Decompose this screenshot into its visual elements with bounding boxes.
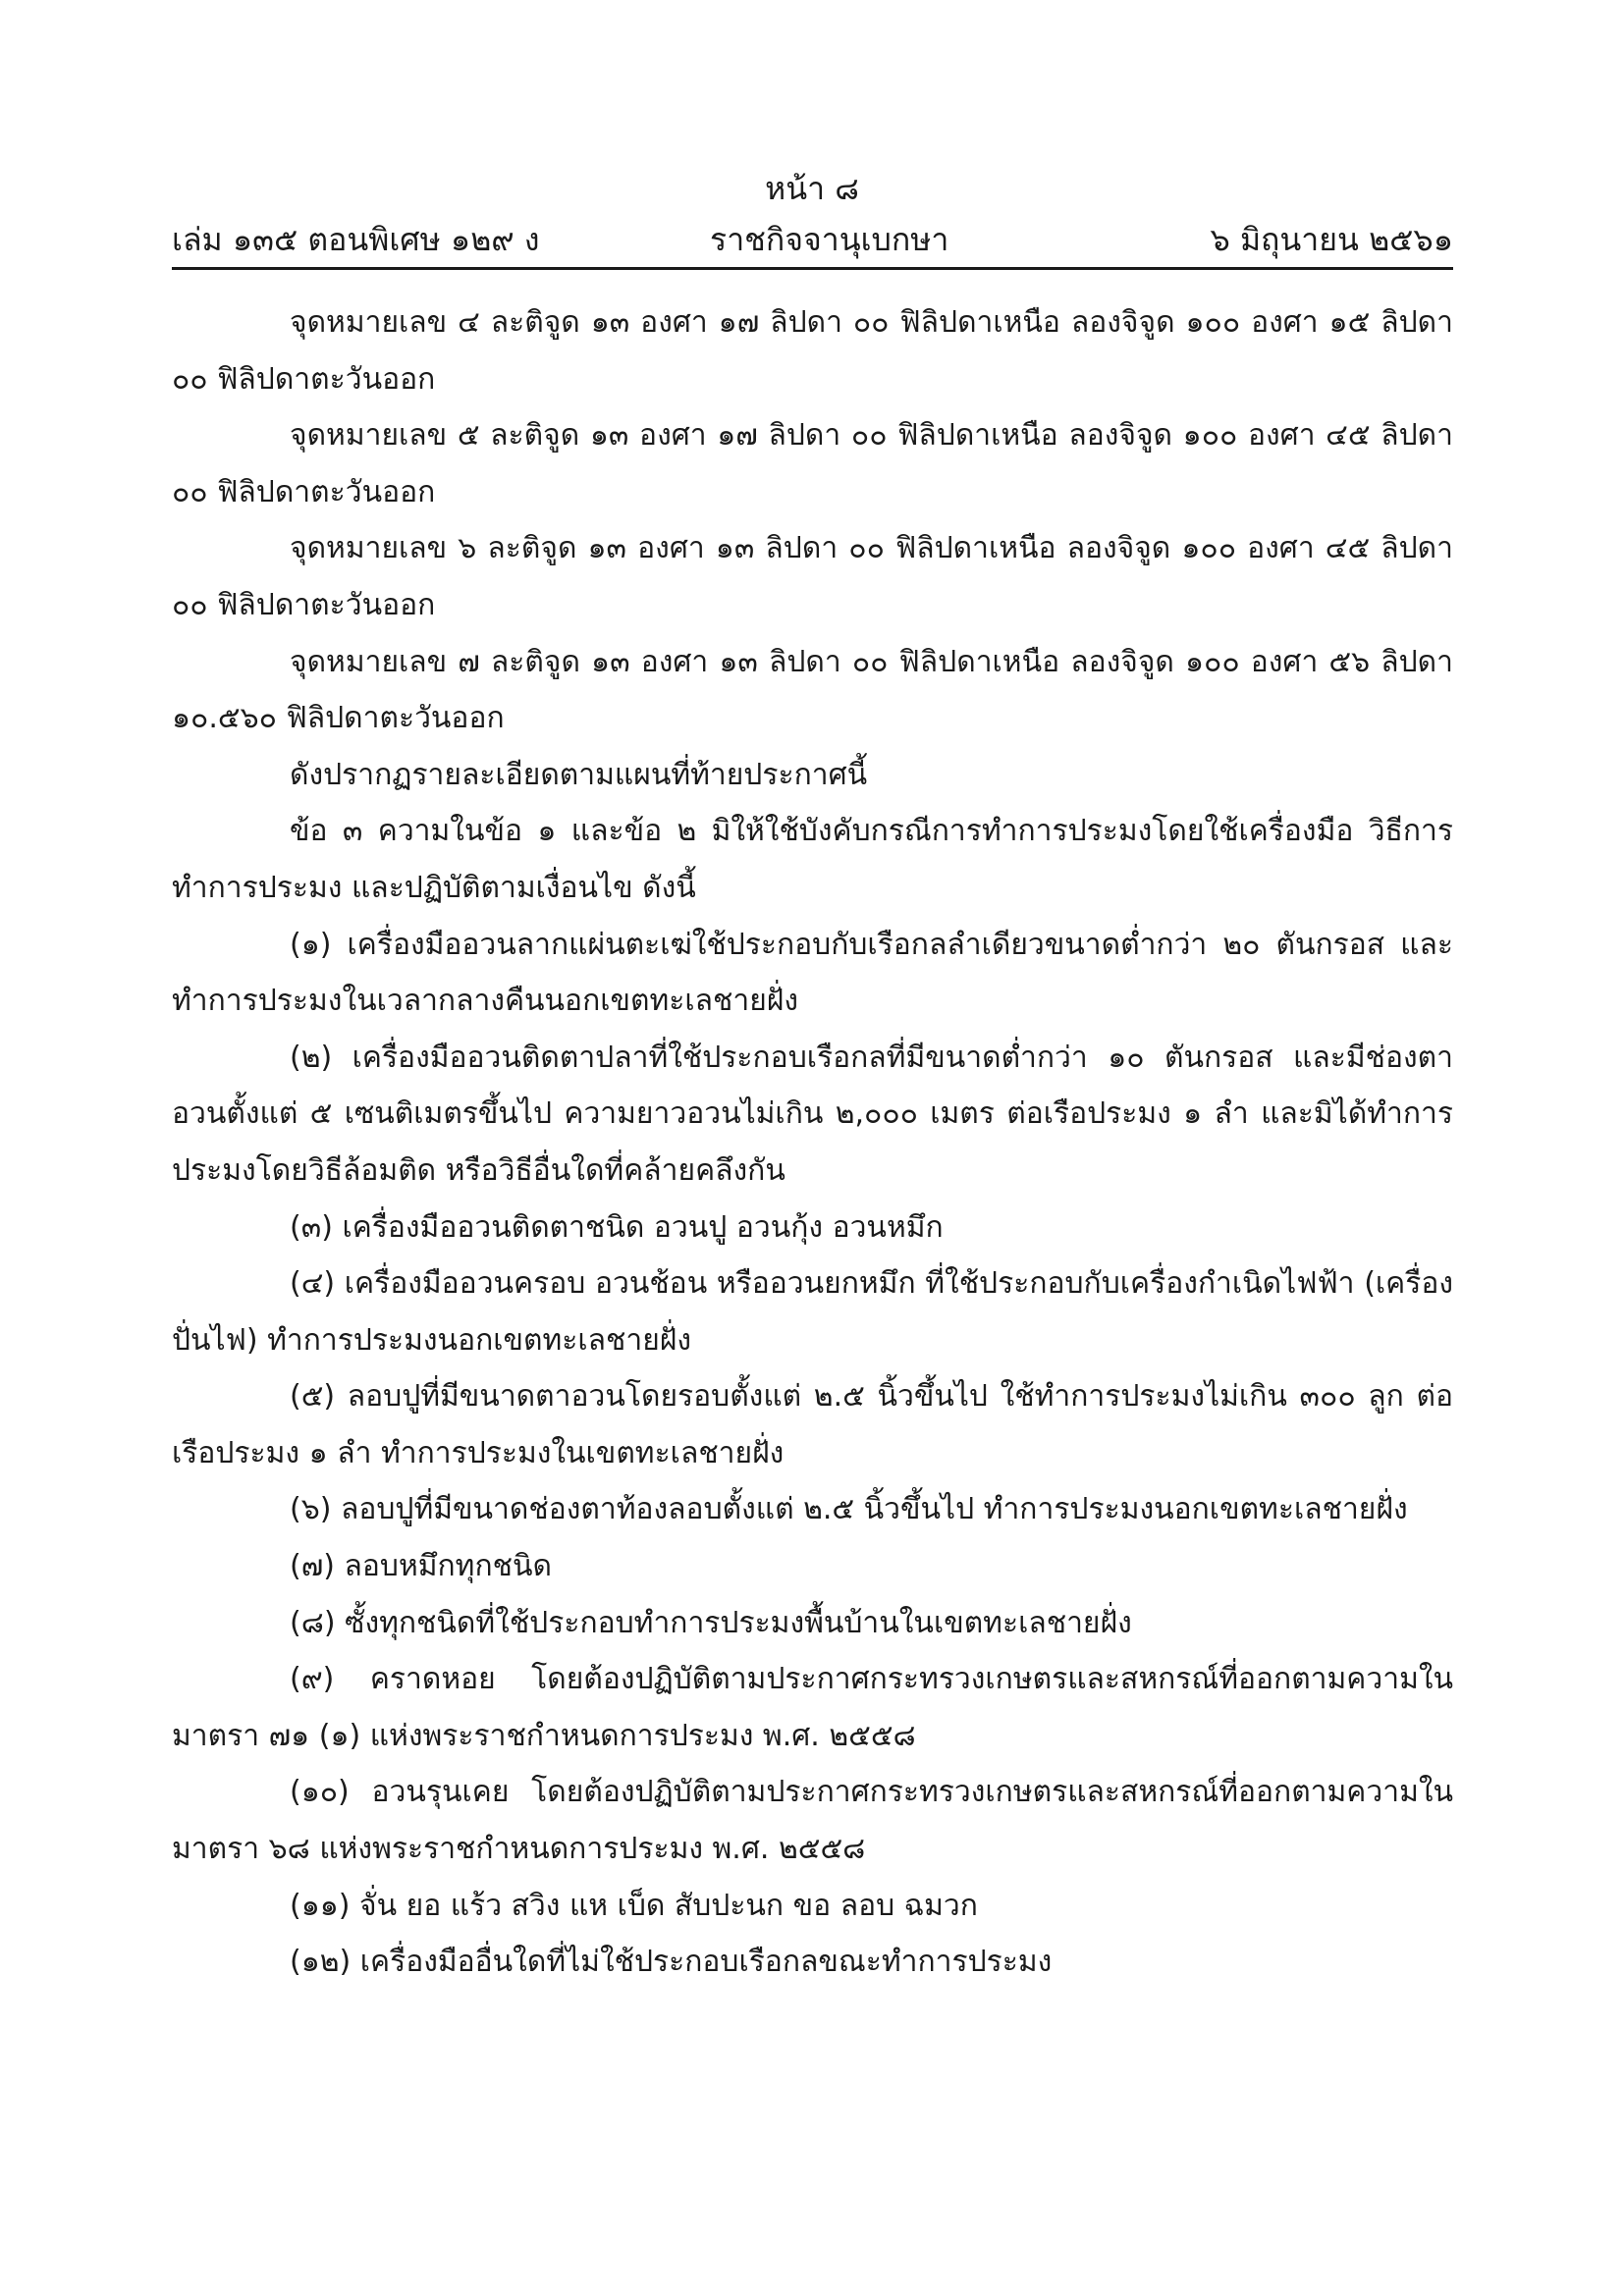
gazette-header — [172, 218, 1453, 261]
list-item-1: (๑) เครื่องมืออวนลากแผ่นตะเฆ่ใช้ประกอบกับเรือกลลำเดียวขนาดต่ำกว่า ๒๐ ตันกรอส และทำการประมงในเวลากลางคืนนอกเขตทะเลชายฝั่ง — [172, 927, 1453, 1019]
list-item-8: (๘) ซั้งทุกชนิดที่ใช้ประกอบทำการประมงพื้นบ้านในเขตทะเลชายฝั่ง — [290, 1605, 1132, 1640]
list-item-7: (๗) ลอบหมึกทุกชนิด — [290, 1549, 552, 1584]
paragraph-article-3: ข้อ ๓ ความในข้อ ๑ และข้อ ๒ มิให้ใช้บังคับกรณีการทำการประมงโดยใช้เครื่องมือ วิธีการทำการประมง และปฏิบัติตามเงื่อนไข ดังนี้ — [172, 814, 1453, 905]
paragraph-point-4: จุดหมายเลข ๔ ละติจูด ๑๓ องศา ๑๗ ลิปดา ๐๐ ฟิลิปดาเหนือ ลองจิจูด ๑๐๐ องศา ๑๕ ลิปดา ๐๐ ฟิลิปดาตะวันออก — [172, 305, 1453, 397]
paragraph-map-reference: ดังปรากฏรายละเอียดตามแผนที่ท้ายประกาศนี้ — [290, 757, 868, 792]
header-divider — [172, 267, 1453, 270]
list-item-10: (๑๐) อวนรุนเคย โดยต้องปฏิบัติตามประกาศกระทรวงเกษตรและสหกรณ์ที่ออกตามความในมาตรา ๖๘ แห่งพระราชกำหนดการประมง พ.ศ. ๒๕๕๘ — [172, 1775, 1453, 1867]
list-item-5: (๕) ลอบปูที่มีขนาดตาอวนโดยรอบตั้งแต่ ๒.๕ นิ้วขึ้นไป ใช้ทำการประมงไม่เกิน ๓๐๐ ลูก ต่อเรือประมง ๑ ลำ ทำการประมงในเขตทะเลชายฝั่ง — [172, 1379, 1453, 1470]
page-number: หน้า ๘ — [765, 170, 859, 207]
paragraph-point-5: จุดหมายเลข ๕ ละติจูด ๑๓ องศา ๑๗ ลิปดา ๐๐ ฟิลิปดาเหนือ ลองจิจูด ๑๐๐ องศา ๔๕ ลิปดา ๐๐ ฟิลิปดาตะวันออก — [172, 418, 1453, 509]
list-item-2: (๒) เครื่องมืออวนติดตาปลาที่ใช้ประกอบเรือกลที่มีขนาดต่ำกว่า ๑๐ ตันกรอส และมีช่องตาอวนตั้งแต่ ๕ เซนติเมตรขึ้นไป ความยาวอวนไม่เกิน ๒,๐๐๐ เมตร ต่อเรือประมง ๑ ลำ และมิได้ทำการประมงโดยวิธีล้อมติด หรือวิธีอื่นใดที่คล้ายคลึงกัน — [172, 1040, 1453, 1188]
publication-date: ๖ มิถุนายน ๒๕๖๑ — [1210, 221, 1453, 258]
list-item-4: (๔) เครื่องมืออวนครอบ อวนช้อน หรืออวนยกหมึก ที่ใช้ประกอบกับเครื่องกำเนิดไฟฟ้า (เครื่องปั่นไฟ) ทำการประมงนอกเขตทะเลชายฝั่ง — [172, 1266, 1453, 1358]
paragraph-point-6: จุดหมายเลข ๖ ละติจูด ๑๓ องศา ๑๓ ลิปดา ๐๐ ฟิลิปดาเหนือ ลองจิจูด ๑๐๐ องศา ๔๕ ลิปดา ๐๐ ฟิลิปดาตะวันออก — [172, 531, 1453, 622]
list-item-11: (๑๑) จั่น ยอ แร้ว สวิง แห เบ็ด สับปะนก ขอ ลอบ ฉมวก — [290, 1888, 978, 1923]
list-item-3: (๓) เครื่องมืออวนติดตาชนิด อวนปู อวนกุ้ง อวนหมึก — [290, 1209, 944, 1245]
paragraph-point-7: จุดหมายเลข ๗ ละติจูด ๑๓ องศา ๑๓ ลิปดา ๐๐ ฟิลิปดาเหนือ ลองจิจูด ๑๐๐ องศา ๕๖ ลิปดา ๑๐.๕๖๐ ฟิลิปดาตะวันออก — [172, 644, 1453, 736]
volume-issue: เล่ม ๑๓๕ ตอนพิเศษ ๑๒๙ ง — [172, 221, 540, 258]
gazette-name: ราชกิจจานุเบกษา — [710, 221, 949, 258]
list-item-6: (๖) ลอบปูที่มีขนาดช่องตาท้องลอบตั้งแต่ ๒.๕ นิ้วขึ้นไป ทำการประมงนอกเขตทะเลชายฝั่ง — [290, 1492, 1408, 1527]
list-item-12: (๑๒) เครื่องมืออื่นใดที่ไม่ใช้ประกอบเรือกลขณะทำการประมง — [290, 1945, 1053, 1980]
document-body — [172, 294, 1453, 1991]
list-item-9: (๙) คราดหอย โดยต้องปฏิบัติตามประกาศกระทรวงเกษตรและสหกรณ์ที่ออกตามความในมาตรา ๗๑ (๑) แห่งพระราชกำหนดการประมง พ.ศ. ๒๕๕๘ — [172, 1662, 1453, 1753]
